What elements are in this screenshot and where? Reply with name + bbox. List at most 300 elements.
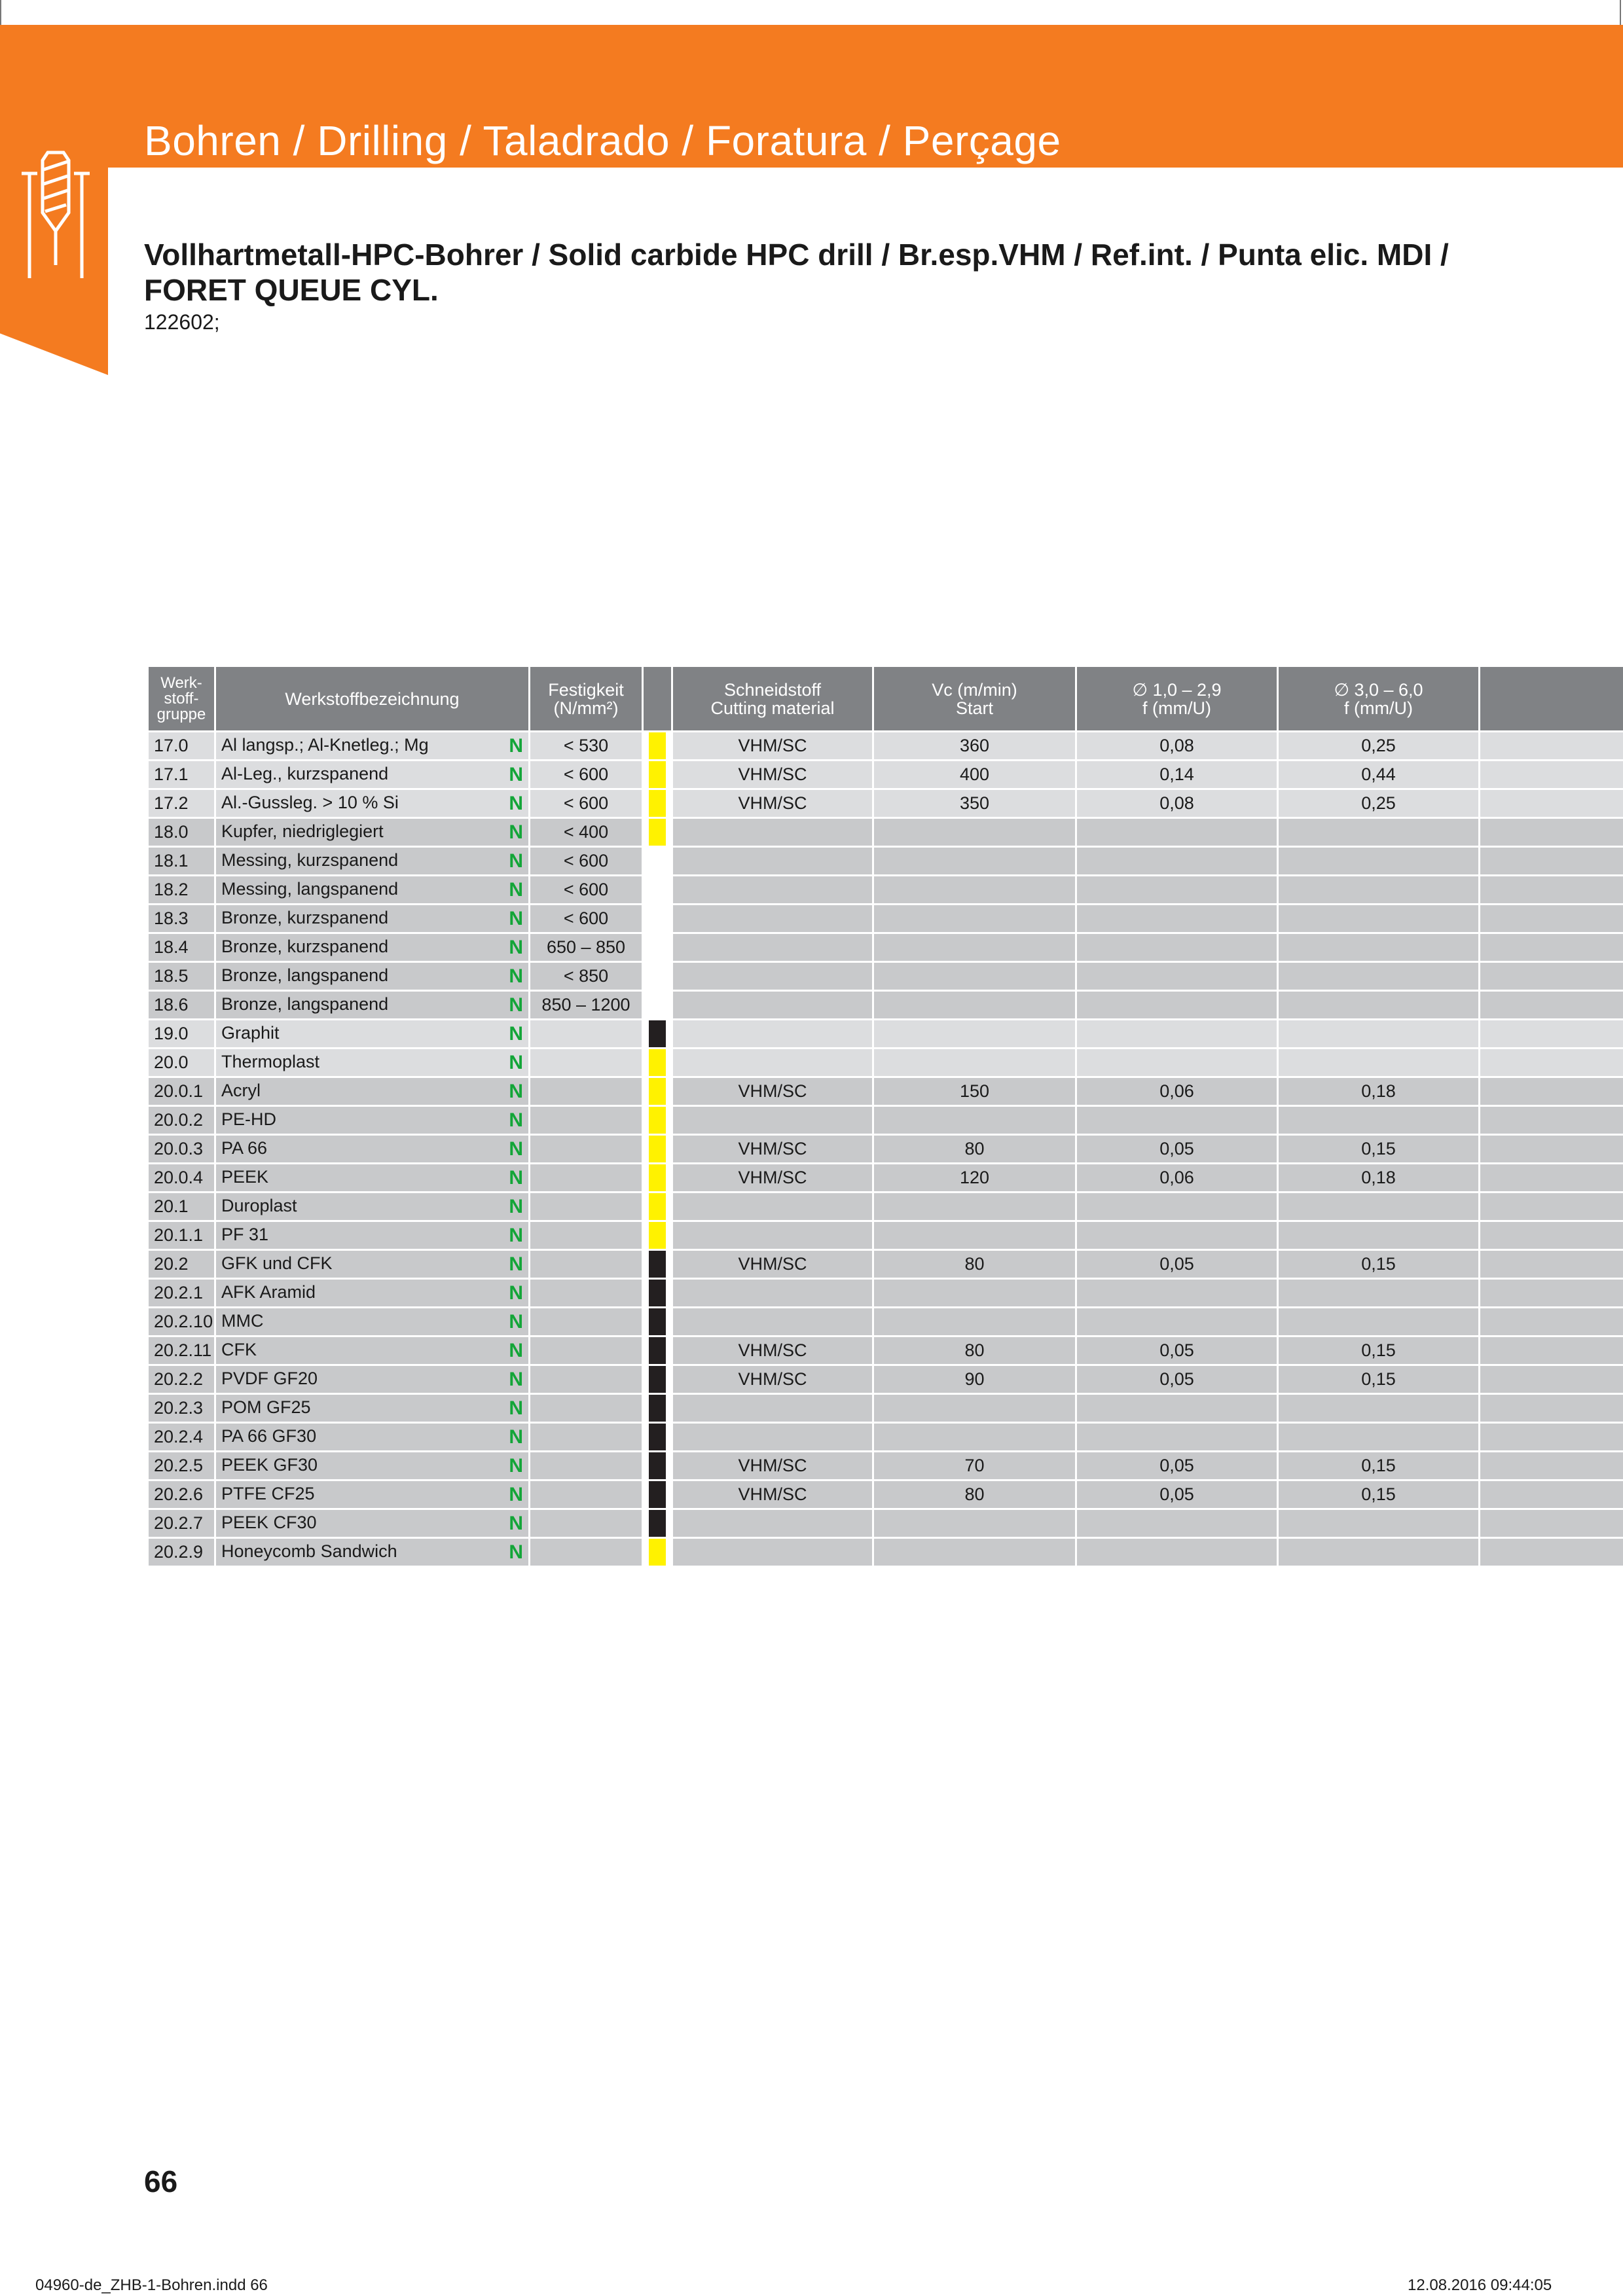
material-name: PE-HD [221, 1109, 277, 1129]
swatch-fill [649, 1222, 666, 1249]
extra-cell [1480, 1452, 1623, 1480]
material-name-cell [215, 1077, 530, 1106]
cutting-speed [873, 818, 1076, 847]
coating-swatch [643, 1135, 672, 1164]
material-name-cell [215, 1221, 530, 1250]
feed-large [1278, 1049, 1480, 1077]
material-code: 17.0 [148, 732, 215, 761]
feed-small [1076, 818, 1278, 847]
header-swatch [643, 666, 672, 732]
material-code: 20.2.4 [148, 1423, 215, 1452]
coating-swatch [643, 1077, 672, 1106]
material-name-cell [215, 818, 530, 847]
material-name: Acryl [221, 1080, 261, 1100]
material-group-badge: N [509, 1224, 523, 1246]
cutting-speed [873, 991, 1076, 1020]
material-name: AFK Aramid [221, 1282, 316, 1302]
swatch-fill [649, 992, 666, 1018]
header-cutting-material: Schneidstoff Cutting material [672, 666, 873, 732]
strength-value: < 600 [530, 761, 643, 789]
cutting-material [672, 1423, 873, 1452]
strength-value: < 850 [530, 962, 643, 991]
material-group-badge: N [509, 850, 523, 872]
material-name: PVDF GF20 [221, 1368, 318, 1388]
coating-swatch [643, 1308, 672, 1336]
page-number: 66 [144, 2164, 178, 2198]
material-name: PA 66 [221, 1138, 268, 1158]
cutting-material [672, 818, 873, 847]
cutting-material: VHM/SC [672, 1480, 873, 1509]
material-name: Messing, langspanend [221, 878, 399, 899]
strength-value: < 530 [530, 732, 643, 761]
extra-cell [1480, 1394, 1623, 1423]
extra-cell [1480, 933, 1623, 962]
swatch-fill [649, 1193, 666, 1220]
cutting-speed [873, 962, 1076, 991]
cutting-speed: 400 [873, 761, 1076, 789]
cutting-material [672, 1308, 873, 1336]
coating-swatch [643, 1020, 672, 1049]
material-name-cell [215, 1308, 530, 1336]
strength-value [530, 1106, 643, 1135]
strength-value [530, 1394, 643, 1423]
swatch-fill [649, 1107, 666, 1134]
material-name: Bronze, kurzspanend [221, 907, 389, 927]
material-group-badge: N [509, 763, 523, 785]
header-cutting-speed: Vc (m/min) Start [873, 666, 1076, 732]
cutting-speed [873, 876, 1076, 905]
cutting-material [672, 1509, 873, 1538]
feed-large [1278, 933, 1480, 962]
cutting-speed [873, 847, 1076, 876]
material-code: 20.2.1 [148, 1279, 215, 1308]
crop-mark-left [0, 0, 1, 26]
material-code: 18.1 [148, 847, 215, 876]
print-slug-date: 12.08.2016 09:44:05 [1408, 2276, 1552, 2294]
extra-cell [1480, 1049, 1623, 1077]
cutting-material [672, 876, 873, 905]
material-group-badge: N [509, 965, 523, 987]
cutting-speed: 150 [873, 1077, 1076, 1106]
feed-small [1076, 991, 1278, 1020]
banner-title: Bohren / Drilling / Taladrado / Foratura / Perçage [144, 117, 1061, 164]
feed-small [1076, 1106, 1278, 1135]
feed-small: 0,06 [1076, 1164, 1278, 1193]
material-name: GFK und CFK [221, 1253, 333, 1273]
feed-large: 0,15 [1278, 1250, 1480, 1279]
table-row [148, 1135, 1623, 1164]
swatch-fill [649, 1366, 666, 1393]
coating-swatch [643, 1365, 672, 1394]
material-code: 19.0 [148, 1020, 215, 1049]
feed-small [1076, 876, 1278, 905]
feed-large: 0,15 [1278, 1135, 1480, 1164]
coating-swatch [643, 991, 672, 1020]
table-row [148, 962, 1623, 991]
table-row [148, 1480, 1623, 1509]
coating-swatch [643, 1509, 672, 1538]
cutting-speed: 80 [873, 1480, 1076, 1509]
material-code: 20.0.3 [148, 1135, 215, 1164]
material-name-cell [215, 876, 530, 905]
material-name-cell [215, 1336, 530, 1365]
material-name: Duroplast [221, 1195, 297, 1215]
header-strength: Festigkeit (N/mm²) [530, 666, 643, 732]
cutting-speed [873, 933, 1076, 962]
feed-large [1278, 847, 1480, 876]
material-name-cell [215, 1452, 530, 1480]
cutting-material: VHM/SC [672, 1365, 873, 1394]
swatch-fill [649, 790, 666, 817]
material-group-badge: N [509, 878, 523, 901]
strength-value [530, 1250, 643, 1279]
material-group-badge: N [509, 1426, 523, 1448]
coating-swatch [643, 1538, 672, 1567]
material-code: 18.4 [148, 933, 215, 962]
feed-large [1278, 876, 1480, 905]
coating-swatch [643, 1049, 672, 1077]
table-row [148, 1250, 1623, 1279]
feed-small [1076, 1509, 1278, 1538]
coating-swatch [643, 1394, 672, 1423]
feed-large [1278, 962, 1480, 991]
cutting-speed [873, 1538, 1076, 1567]
strength-value: 850 – 1200 [530, 991, 643, 1020]
material-name: Thermoplast [221, 1051, 320, 1071]
coating-swatch [643, 1452, 672, 1480]
extra-cell [1480, 1193, 1623, 1221]
feed-large [1278, 1538, 1480, 1567]
cutting-material [672, 962, 873, 991]
extra-cell [1480, 1279, 1623, 1308]
swatch-fill [649, 905, 666, 932]
cutting-material: VHM/SC [672, 1452, 873, 1480]
extra-cell [1480, 1077, 1623, 1106]
strength-value [530, 1308, 643, 1336]
feed-large [1278, 905, 1480, 933]
material-code: 20.2.10 [148, 1308, 215, 1336]
material-group-badge: N [509, 1397, 523, 1419]
table-row [148, 876, 1623, 905]
coating-swatch [643, 1480, 672, 1509]
swatch-fill [649, 1164, 666, 1191]
swatch-fill [649, 1136, 666, 1162]
header-material-group: Werk- stoff- gruppe [148, 666, 215, 732]
strength-value: < 600 [530, 847, 643, 876]
feed-large [1278, 1394, 1480, 1423]
cutting-material: VHM/SC [672, 1336, 873, 1365]
feed-large: 0,15 [1278, 1480, 1480, 1509]
material-name: Al langsp.; Al-Knetleg.; Mg [221, 734, 429, 755]
swatch-fill [649, 1020, 666, 1047]
material-name-cell [215, 1135, 530, 1164]
feed-large: 0,25 [1278, 789, 1480, 818]
swatch-fill [649, 848, 666, 874]
material-name: Bronze, kurzspanend [221, 936, 389, 956]
table-row [148, 789, 1623, 818]
header-feed-small: ∅ 1,0 – 2,9 f (mm/U) [1076, 666, 1278, 732]
strength-value: < 600 [530, 905, 643, 933]
feed-large [1278, 1423, 1480, 1452]
swatch-fill [649, 1280, 666, 1306]
material-name: Kupfer, niedriglegiert [221, 821, 384, 841]
material-code: 20.2.2 [148, 1365, 215, 1394]
feed-large [1278, 1020, 1480, 1049]
swatch-fill [649, 1539, 666, 1566]
material-code: 18.6 [148, 991, 215, 1020]
material-name: PF 31 [221, 1224, 269, 1244]
material-group-badge: N [509, 994, 523, 1016]
feed-large [1278, 1221, 1480, 1250]
cutting-material [672, 847, 873, 876]
cutting-speed [873, 1221, 1076, 1250]
cutting-speed: 120 [873, 1164, 1076, 1193]
strength-value [530, 1336, 643, 1365]
drill-icon [16, 147, 95, 285]
strength-value [530, 1509, 643, 1538]
material-name-cell [215, 1193, 530, 1221]
material-code: 20.1 [148, 1193, 215, 1221]
coating-swatch [643, 1106, 672, 1135]
material-group-badge: N [509, 1541, 523, 1563]
coating-swatch [643, 1336, 672, 1365]
header-feed-large: ∅ 3,0 – 6,0 f (mm/U) [1278, 666, 1480, 732]
strength-value [530, 1193, 643, 1221]
cutting-speed [873, 1020, 1076, 1049]
cutting-speed [873, 905, 1076, 933]
strength-value [530, 1221, 643, 1250]
coating-swatch [643, 1250, 672, 1279]
material-group-badge: N [509, 1253, 523, 1275]
swatch-fill [649, 1308, 666, 1335]
cutting-material: VHM/SC [672, 1250, 873, 1279]
table-row [148, 732, 1623, 761]
strength-value [530, 1020, 643, 1049]
material-code: 18.2 [148, 876, 215, 905]
coating-swatch [643, 789, 672, 818]
table-row [148, 1336, 1623, 1365]
cutting-material: VHM/SC [672, 1164, 873, 1193]
feed-large [1278, 1308, 1480, 1336]
cutting-speed [873, 1106, 1076, 1135]
feed-small [1076, 1221, 1278, 1250]
coating-swatch [643, 876, 672, 905]
material-name-cell [215, 1365, 530, 1394]
strength-value [530, 1365, 643, 1394]
material-code: 20.0.2 [148, 1106, 215, 1135]
coating-swatch [643, 962, 672, 991]
material-name-cell [215, 732, 530, 761]
header-extra [1480, 666, 1623, 732]
strength-value [530, 1164, 643, 1193]
material-name: MMC [221, 1310, 264, 1331]
feed-small: 0,05 [1076, 1135, 1278, 1164]
material-name: POM GF25 [221, 1397, 311, 1417]
table-row [148, 1365, 1623, 1394]
material-code: 20.2.11 [148, 1336, 215, 1365]
swatch-fill [649, 1481, 666, 1508]
material-group-badge: N [509, 1310, 523, 1333]
material-code: 18.3 [148, 905, 215, 933]
material-name: PEEK GF30 [221, 1454, 318, 1475]
coating-swatch [643, 905, 672, 933]
feed-small [1076, 1193, 1278, 1221]
coating-swatch [643, 818, 672, 847]
material-code: 20.0.1 [148, 1077, 215, 1106]
cutting-speed: 70 [873, 1452, 1076, 1480]
material-group-badge: N [509, 1282, 523, 1304]
feed-small [1076, 962, 1278, 991]
table-row [148, 991, 1623, 1020]
feed-small: 0,14 [1076, 761, 1278, 789]
strength-value: < 600 [530, 789, 643, 818]
material-name: PEEK [221, 1166, 269, 1187]
material-name-cell [215, 933, 530, 962]
feed-small [1076, 905, 1278, 933]
cutting-speed: 80 [873, 1250, 1076, 1279]
swatch-fill [649, 1452, 666, 1479]
material-name-cell [215, 1394, 530, 1423]
print-slug-file: 04960-de_ZHB-1-Bohren.indd 66 [35, 2276, 268, 2294]
cutting-speed [873, 1193, 1076, 1221]
cutting-speed [873, 1308, 1076, 1336]
cutting-material [672, 1538, 873, 1567]
extra-cell [1480, 732, 1623, 761]
feed-large: 0,15 [1278, 1365, 1480, 1394]
cutting-material [672, 1106, 873, 1135]
material-code: 20.2.6 [148, 1480, 215, 1509]
cutting-speed: 80 [873, 1336, 1076, 1365]
cutting-speed: 350 [873, 789, 1076, 818]
material-group-badge: N [509, 734, 523, 757]
material-name-cell [215, 1538, 530, 1567]
material-name: CFK [221, 1339, 257, 1359]
coating-swatch [643, 1279, 672, 1308]
extra-cell [1480, 1365, 1623, 1394]
material-group-badge: N [509, 1512, 523, 1534]
extra-cell [1480, 1423, 1623, 1452]
feed-small: 0,05 [1076, 1480, 1278, 1509]
feed-large: 0,25 [1278, 732, 1480, 761]
material-name: Honeycomb Sandwich [221, 1541, 397, 1561]
feed-large [1278, 1106, 1480, 1135]
product-title: Vollhartmetall-HPC-Bohrer / Solid carbide HPC drill / Br.esp.VHM / Ref.int. / Punta elic. MDI / FORET QUEUE CYL. [144, 238, 1449, 307]
material-code: 20.2.5 [148, 1452, 215, 1480]
extra-cell [1480, 761, 1623, 789]
cutting-material: VHM/SC [672, 1077, 873, 1106]
extra-cell [1480, 905, 1623, 933]
swatch-fill [649, 876, 666, 903]
coating-swatch [643, 1423, 672, 1452]
material-group-badge: N [509, 1195, 523, 1217]
extra-cell [1480, 1308, 1623, 1336]
swatch-fill [649, 761, 666, 788]
extra-cell [1480, 1221, 1623, 1250]
cutting-speed: 90 [873, 1365, 1076, 1394]
coating-swatch [643, 933, 672, 962]
material-group-badge: N [509, 1022, 523, 1045]
section-banner [0, 25, 1623, 168]
extra-cell [1480, 962, 1623, 991]
material-group-badge: N [509, 1339, 523, 1361]
cutting-material [672, 933, 873, 962]
crop-mark-right [1620, 0, 1621, 26]
material-name-cell [215, 1509, 530, 1538]
swatch-fill [649, 1078, 666, 1105]
extra-cell [1480, 847, 1623, 876]
strength-value [530, 1452, 643, 1480]
material-name-cell [215, 789, 530, 818]
header-material-name: Werkstoffbezeichnung [215, 666, 530, 732]
feed-small [1076, 1423, 1278, 1452]
feed-small: 0,08 [1076, 789, 1278, 818]
material-name-cell [215, 1279, 530, 1308]
feed-large [1278, 991, 1480, 1020]
strength-value [530, 1049, 643, 1077]
cutting-material [672, 1193, 873, 1221]
material-name-cell [215, 962, 530, 991]
extra-cell [1480, 1336, 1623, 1365]
feed-small [1076, 1020, 1278, 1049]
material-group-badge: N [509, 1483, 523, 1505]
material-name: Graphit [221, 1022, 280, 1043]
cutting-material: VHM/SC [672, 1135, 873, 1164]
material-name-cell [215, 1480, 530, 1509]
table-row [148, 761, 1623, 789]
table-header-row [148, 666, 1623, 732]
swatch-fill [649, 1395, 666, 1422]
material-name-cell [215, 1049, 530, 1077]
material-code: 20.2.3 [148, 1394, 215, 1423]
cutting-speed: 360 [873, 732, 1076, 761]
strength-value: < 600 [530, 876, 643, 905]
strength-value [530, 1135, 643, 1164]
coating-swatch [643, 761, 672, 789]
extra-cell [1480, 1106, 1623, 1135]
feed-large: 0,44 [1278, 761, 1480, 789]
feed-small [1076, 1049, 1278, 1077]
extra-cell [1480, 1538, 1623, 1567]
table-row [148, 1308, 1623, 1336]
extra-cell [1480, 1509, 1623, 1538]
feed-small: 0,05 [1076, 1250, 1278, 1279]
strength-value [530, 1077, 643, 1106]
material-name-cell [215, 761, 530, 789]
feed-small [1076, 933, 1278, 962]
material-code: 17.2 [148, 789, 215, 818]
feed-small [1076, 1279, 1278, 1308]
material-group-badge: N [509, 1051, 523, 1073]
cutting-material [672, 1020, 873, 1049]
table-row [148, 1279, 1623, 1308]
material-name: PA 66 GF30 [221, 1426, 317, 1446]
material-code: 20.0 [148, 1049, 215, 1077]
material-code: 20.0.4 [148, 1164, 215, 1193]
table-row [148, 1049, 1623, 1077]
table-row [148, 1221, 1623, 1250]
feed-large [1278, 1193, 1480, 1221]
feed-small: 0,06 [1076, 1077, 1278, 1106]
extra-cell [1480, 1135, 1623, 1164]
cutting-material: VHM/SC [672, 761, 873, 789]
feed-large: 0,15 [1278, 1336, 1480, 1365]
feed-small [1076, 847, 1278, 876]
table-row [148, 1452, 1623, 1480]
material-name-cell [215, 847, 530, 876]
material-name-cell [215, 1423, 530, 1452]
table-row [148, 1106, 1623, 1135]
material-group-badge: N [509, 1080, 523, 1102]
